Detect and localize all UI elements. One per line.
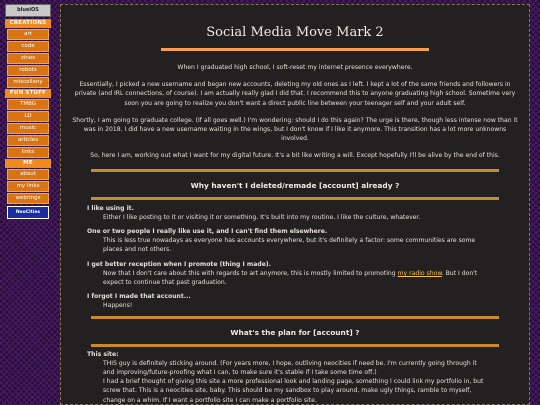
- reasons-list: [61, 204, 529, 311]
- nav-heading-fun-stuff: FUN STUFF: [5, 89, 51, 98]
- reason-text-start: Now that I don't care about this with regards to art anymore, this is mostly limited to promoting: [103, 269, 398, 277]
- nav-link-articles[interactable]: articles: [7, 135, 49, 146]
- section-divider: [91, 316, 499, 319]
- plan-section: [61, 350, 529, 405]
- nav-link-my-links[interactable]: my links: [7, 181, 49, 192]
- reason-title: I get better reception when I promote (thing I made).: [87, 260, 271, 268]
- nav-link-art[interactable]: art: [7, 29, 49, 40]
- sidebar-nav: [5, 4, 51, 219]
- nav-link-code[interactable]: code: [7, 41, 49, 52]
- nav-heading-creations: CREATIONS: [5, 19, 51, 28]
- plan-subheading: This site:: [87, 350, 119, 358]
- nav-link-ld[interactable]: LD: [7, 111, 49, 122]
- nav-link-about[interactable]: about: [7, 169, 49, 180]
- reason-text: This is less true nowadays as everyone has accounts everywhere, but it's definitely a factor: some communities are some places and not others.: [103, 237, 476, 254]
- section-divider: [91, 197, 499, 200]
- plan-paragraph: THIS guy is definitely sticking around. (For years more, I hope, outliving neocities if need be. I'm currently going through it and improving/future-proofing what I can, to make sure it's stable if I take some time off.): [103, 359, 477, 377]
- section-heading-plan: What's the plan for [account] ?: [230, 327, 360, 337]
- intro-paragraph: Shortly, I am going to graduate college. (If all goes well.) I'm wondering: should I do this again? The urge is there, though less intense now than it was in 2018. I did have a new username waiting in the wings, but I don't know if I like it anymore. This transition has a lot more unknowns involved.: [72, 116, 518, 143]
- radio-show-link[interactable]: my radio show: [397, 269, 442, 277]
- reason-title: I forgot I made that account...: [87, 293, 191, 301]
- reason-text: Either I like posting to it or visiting it or something. It's built into my routine, I like the culture, whatever.: [103, 213, 421, 221]
- intro-paragraph: Essentially, I picked a new username and began new accounts, deleting my old ones as I left. I kept a lot of the same friends and followers in private (and IRL connections, of course). I am actually really glad I did that. I recommend this to anyone graduating high school. Sometime very soon you are going to realize you don't want a direct public line between your teenager self and your adult self.: [74, 81, 516, 107]
- section-heading-why: Why haven't I deleted/remade [account] already ?: [190, 180, 400, 190]
- intro-paragraph: So, here I am, working out what I want for my digital future. It's a bit like writing a will. Except hopefully I'll be alive by the end of this.: [90, 152, 500, 160]
- main-content: [60, 4, 530, 405]
- nav-link-music[interactable]: music: [7, 123, 49, 134]
- reason-title: I like using it.: [87, 204, 134, 212]
- intro-paragraph: When I graduated high school, I soft-reset my internet presence everywhere.: [177, 64, 413, 71]
- reason-text-end: . But I don't expect to continue that past graduation.: [103, 269, 478, 287]
- reason-text: [87, 269, 529, 287]
- nav-link-tmbg[interactable]: TMBG: [7, 99, 49, 110]
- nav-link-robots[interactable]: robots: [7, 65, 49, 76]
- reason-title: One or two people I really like use it, and I can't find them elsewhere.: [87, 228, 328, 236]
- nav-link-miscellany[interactable]: miscellany: [7, 77, 49, 88]
- nav-link-links[interactable]: links: [7, 147, 49, 158]
- nav-heading-me: ME: [5, 159, 51, 168]
- nav-link-zines[interactable]: zines: [7, 53, 49, 64]
- site-logo[interactable]: blueiOS: [5, 4, 51, 17]
- section-divider: [91, 344, 499, 347]
- reason-text: Happens!: [103, 302, 133, 310]
- page-title: Social Media Move Mark 2: [206, 25, 384, 40]
- section-divider: [91, 169, 499, 172]
- nav-link-webrings[interactable]: webrings: [7, 193, 49, 204]
- neocities-badge[interactable]: NeoCities: [7, 206, 49, 219]
- plan-paragraph: I had a brief thought of giving this site a more professional look and landing page, something I could link my portfolio in, but screw that. This is a neocities site, baby. This should be my sandbox to play around, make ugly things, ramble to myself, change on a whim. If I want a portfolio site I can make a portfolio site.: [103, 378, 484, 404]
- intro-section: [61, 63, 529, 161]
- title-divider: [161, 48, 429, 51]
